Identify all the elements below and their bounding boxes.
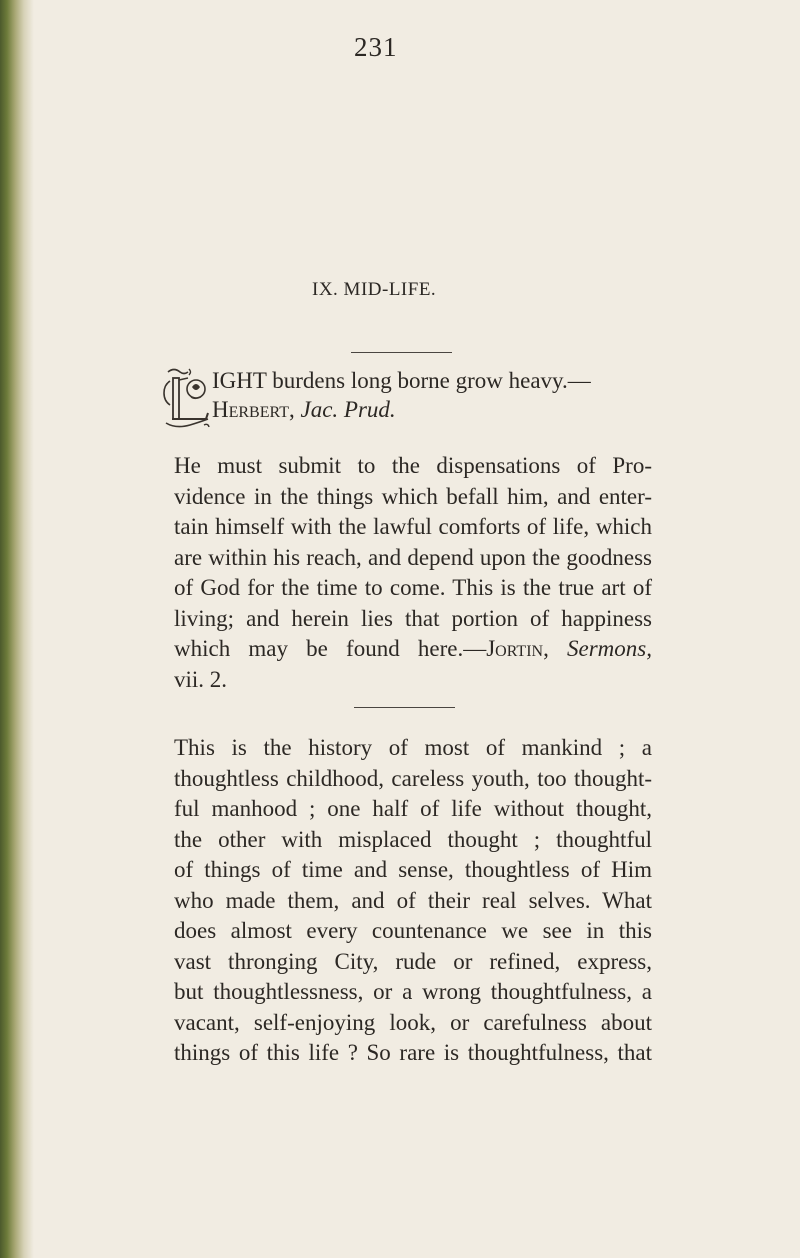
quotation-reference: vii. 2.: [174, 666, 228, 692]
text-line: things of this life ? So rare is thoughtfulness, that: [174, 1040, 652, 1065]
text-fragment: which may be found here.—: [174, 636, 487, 661]
quotation-author: Jortin,: [486, 636, 549, 661]
text-line: does almost every countenance we see in this: [174, 918, 652, 943]
quotation-paragraph: [174, 451, 652, 695]
section-divider: [354, 707, 455, 708]
text-line: of things of time and sense, thoughtless of Him: [174, 857, 652, 882]
text-line: the other with misplaced thought ; thoughtful: [174, 826, 652, 852]
epigraph-line: IGHT burdens long borne grow heavy.—: [212, 368, 591, 393]
epigraph-text: [212, 368, 591, 394]
text-line: vidence in the things which befall him, and enter-: [174, 483, 652, 509]
ornamental-drop-cap-l: [160, 367, 212, 431]
text-line-attribution: [174, 634, 652, 665]
text-line: vast thronging City, rude or refined, express,: [174, 948, 652, 974]
text-line: but thoughtlessness, or a wrong thoughtfulness, a: [174, 979, 652, 1004]
text-line: ful manhood ; one half of life without thought,: [174, 796, 652, 821]
text-line: of God for the time to come. This is the true art of: [174, 575, 652, 600]
text-line: who made them, and of their real selves. What: [174, 887, 652, 913]
text-line: This is the history of most of mankind ; a: [174, 735, 652, 760]
chapter-title: IX. MID-LIFE.: [312, 279, 437, 300]
epigraph-source: Jac. Prud.: [300, 397, 396, 422]
section-divider: [351, 352, 452, 353]
text-line: living; and herein lies that portion of happiness: [174, 605, 652, 631]
text-line: are within his reach, and depend upon the goodness: [174, 544, 652, 570]
epigraph-author: Herbert,: [212, 397, 295, 422]
text-line: He must submit to the dispensations of Pro-: [174, 453, 652, 478]
body-paragraph: [174, 733, 652, 1069]
page-number: 231: [354, 32, 398, 62]
text-line: tain himself with the lawful comforts of life, which: [174, 514, 652, 539]
epigraph-attribution: [212, 397, 396, 423]
text-line: thoughtless childhood, careless youth, too thought-: [174, 765, 652, 791]
text-line: vacant, self-enjoying look, or carefulness about: [174, 1009, 652, 1035]
quotation-source: Sermons,: [567, 636, 652, 661]
